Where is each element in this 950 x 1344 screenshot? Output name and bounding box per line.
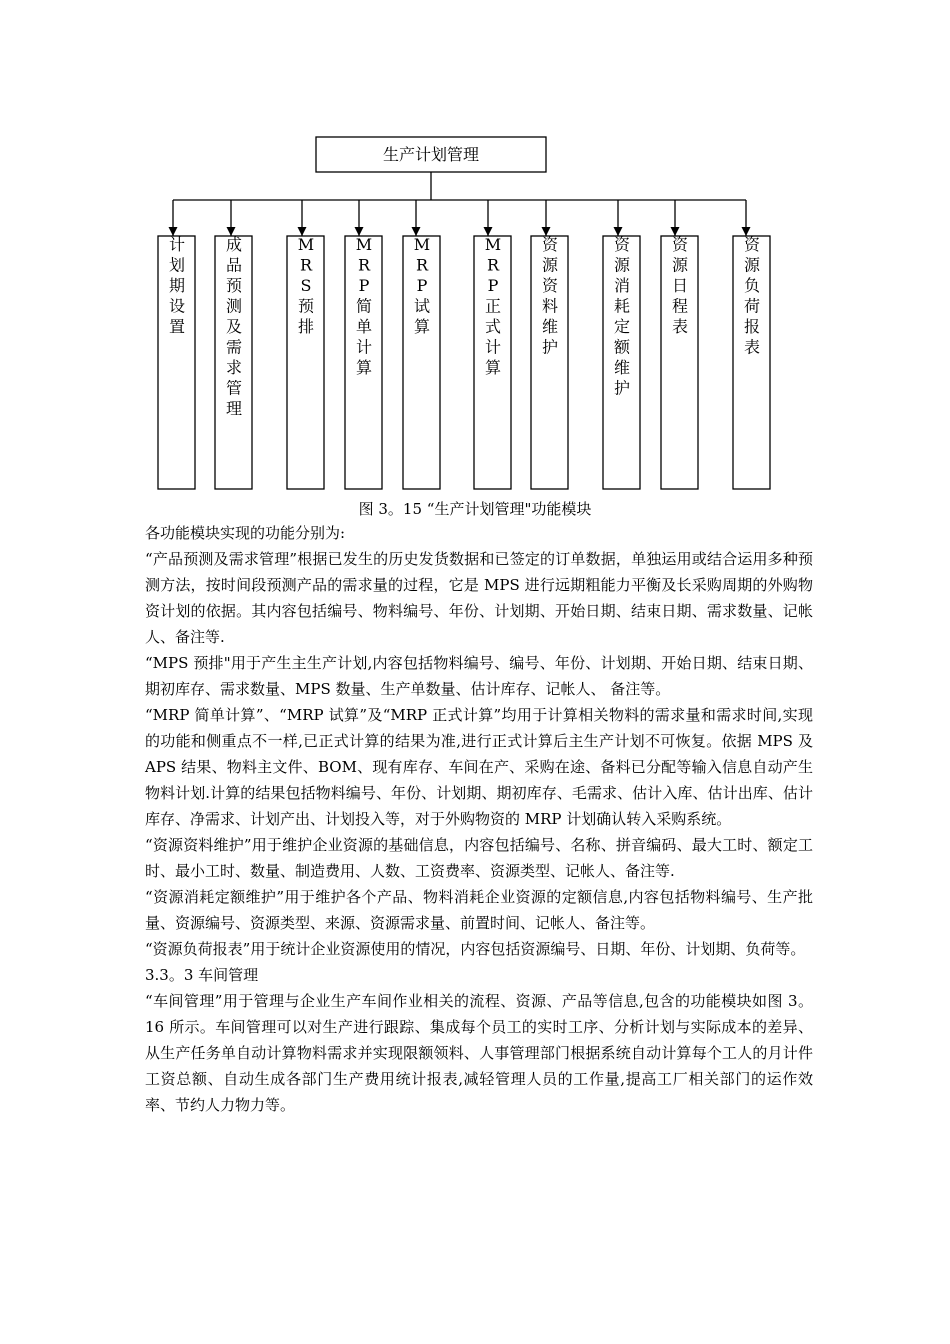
module-label-1: 计划期设置 xyxy=(168,235,186,336)
paragraph-resource-load: “资源负荷报表”用于统计企业资源使用的情况，内容包括资源编号、日期、年份、计划期、负荷等。 xyxy=(145,940,806,958)
function-module-diagram xyxy=(0,0,950,495)
figure-caption: 图 3。15 “生产计划管理"功能模块 xyxy=(358,500,592,518)
section-heading: 3.3。3 车间管理 xyxy=(145,966,259,984)
module-box-1 xyxy=(158,200,195,489)
paragraph-resource-data: “资源资料维护”用于维护企业资源的基础信息，内容包括编号、名称、拼音编码、最大工时、额定工时、最小工时、数量、制造费用、人数、工资费率、资源类型、记帐人、备注等. xyxy=(145,836,813,880)
paragraph-intro: 各功能模块实现的功能分别为: xyxy=(145,524,346,542)
module-box-4 xyxy=(345,200,382,489)
body-text xyxy=(145,520,813,1118)
module-label-3: M R S 预排 xyxy=(297,235,315,336)
paragraph-resource-quota: “资源消耗定额维护”用于维护各个产品、物料消耗企业资源的定额信息,内容包括物料编号、生产批量、资源编号、资源类型、来源、资源需求量、前置时间、记帐人、备注等。 xyxy=(145,888,813,932)
module-box-2 xyxy=(215,200,252,489)
module-box-8 xyxy=(603,200,640,489)
module-label-8: 资源消耗定额维护 xyxy=(613,235,631,398)
paragraph-mrp: “MRP 简单计算”、“MRP 试算”及“MRP 正式计算”均用于计算相关物料的需求量和需求时间,实现的功能和侧重点不一样,已正式计算的结果为准,进行正式计算后主生产计划不可恢复。依据 MPS 及 APS 结果、物料主文件、BOM、现有库存、车间在产、采购在途、备料已分配等输入信息自动产生物料计划.计算的结果包括物料编号、年份、计划期、期初库存、毛需求、估计入库、估计出库、估计库存、净需求、计划产出、计划投入等，对于外购物资的 MRP 计划确认转入采购系统。 xyxy=(145,706,813,828)
paragraph-workshop: “车间管理”用于管理与企业生产车间作业相关的流程、资源、产品等信息,包含的功能模块如图 3。16 所示。车间管理可以对生产进行跟踪、集成每个员工的实时工序、分析计划与实际成本的差异、从生产任务单自动计算物料需求并实现限额领料、人事管理部门根据系统自动计算每个工人的月计件工资总额、自动生成各部门生产费用统计报表,减轻管理人员的工作量,提高工厂相关部门的运作效率、节约人力物力等。 xyxy=(145,992,813,1114)
paragraph-forecast: “产品预测及需求管理”根据已发生的历史发货数据和已签定的订单数据，单独运用或结合运用多种预测方法，按时间段预测产品的需求量的过程，它是 MPS 进行远期粗能力平衡及长采购周期的外购物资计划的依据。其内容包括编号、物料编号、年份、计划期、开始日期、结束日期、需求数量、记帐人、备注等. xyxy=(145,550,813,646)
root-box xyxy=(316,137,546,172)
paragraph-mps: “MPS 预排"用于产生主生产计划,内容包括物料编号、编号、年份、计划期、开始日期、结束日期、期初库存、需求数量、MPS 数量、生产单数量、估计库存、记帐人、 备注等。 xyxy=(145,654,813,698)
module-label-5: M R P 试算 xyxy=(413,235,431,336)
module-label-4: M R P 简单计算 xyxy=(355,235,373,377)
root-label: 生产计划管理 xyxy=(382,145,480,164)
module-label-7: 资源资料维护 xyxy=(541,235,559,357)
module-label-6: M R P 正式计算 xyxy=(484,235,502,377)
module-box-7 xyxy=(531,200,568,489)
module-box-5 xyxy=(403,200,440,489)
module-box-9 xyxy=(661,200,698,489)
module-box-3 xyxy=(287,200,324,489)
module-label-2: 成品预测及需求管理 xyxy=(225,235,243,418)
module-label-10: 资源负荷报表 xyxy=(743,235,761,357)
module-box-10 xyxy=(733,200,770,489)
module-box-6 xyxy=(474,200,511,489)
module-label-9: 资源日程表 xyxy=(671,235,689,336)
